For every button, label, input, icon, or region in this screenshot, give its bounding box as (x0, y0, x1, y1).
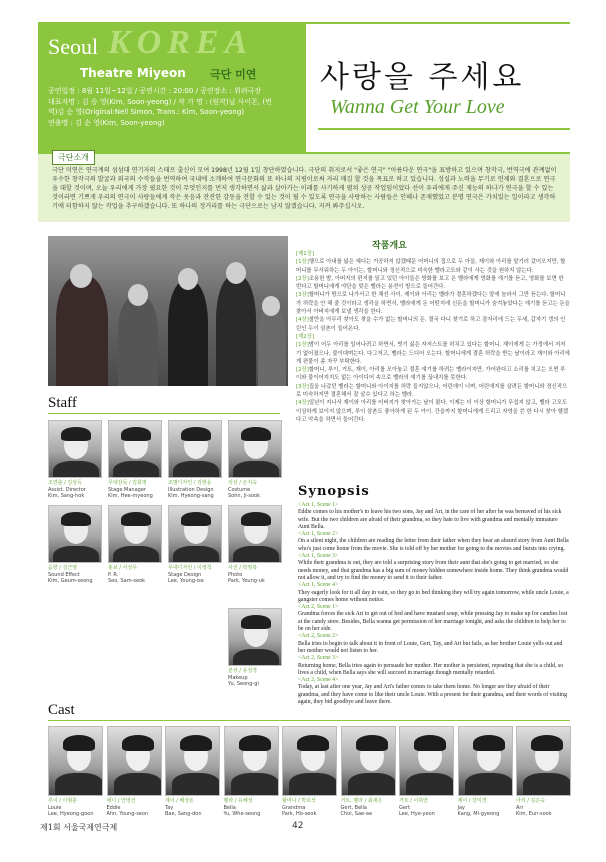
photo-hair (414, 735, 446, 751)
synopsis-kr-scene-text: 찰만을 아무리 찾아도 찾을 수가 없는 할머니의 돈. 결국 다니 찾기로 하고 잠자리에 드는 두세, 갑자기 갱의 인린인 두이 삼촌이 들어온다. (296, 317, 566, 332)
synopsis-en-scene-text: Eddie comes to his mother's to leave his two sons, Jay and Ari, in the care of her after he was bereaved of his sick wife. But the two children are afraid of their grandma, so they hate to live with grandma and mentally immature Aunt Bella. (298, 509, 562, 530)
photo-figure (118, 296, 158, 386)
cast-role-kr: 거트 / 이하연 (399, 798, 429, 804)
staff-name-en: Yu, Seong-gi (228, 681, 259, 687)
cast-role-en: Bella (223, 804, 236, 811)
cast-caption (224, 798, 284, 818)
staff-name-en: Seo, Sam-seok (108, 578, 146, 584)
photo-hair (122, 735, 154, 751)
staff-role-en: Assist. Director (48, 486, 86, 493)
cast-photo (399, 726, 454, 796)
photo-figure (258, 306, 286, 386)
photo-figure-head (128, 284, 148, 306)
staff-name-en: Kim, Geum-seong (48, 578, 93, 584)
photo-body (173, 546, 219, 563)
cast-role-kr: 벨라 / 유혜성 (223, 798, 253, 804)
photo-hair (121, 427, 151, 441)
header-seoul: Seoul (48, 34, 99, 59)
cast-name-en: Yu, Whe-seong (223, 811, 261, 817)
staff-member (228, 608, 282, 688)
staff-role-en: Stage Manager (108, 486, 146, 493)
synopsis-kr-scene-text: 행으로 아내를 잃은 예디는 거공하지 않겠때문 어머니의 집으로 두 아들, 제이와 아리를 맡기러 갔어오지만, 할머니를 무서워하는 두 아이는, 할머니와 정신적으로 미숙한 벨라고모와 같이 사는 것을 원하지 않는다. (296, 259, 566, 274)
title-rule (318, 128, 570, 130)
cast-name-en: Lee, Hyeong-goon (48, 811, 94, 817)
staff-role-kr: 사진 / 박영복 (228, 565, 258, 571)
staff-caption (168, 480, 222, 500)
play-title-korean: 사랑을 주세요 (320, 60, 525, 95)
cast-name-en: Kim, Eun-sook (516, 811, 552, 817)
staff-member (48, 420, 102, 500)
staff-photo (108, 420, 162, 478)
staff-title: Staff (48, 395, 77, 411)
photo-figure (56, 276, 108, 386)
cast-caption (282, 798, 342, 818)
staff-role-kr: 분장 / 유성경 (228, 668, 258, 674)
photo-body (289, 773, 337, 796)
photo-body (233, 461, 279, 478)
info-line: 역)김 순 영(Original:Nell Simon, Trans.: Kim, Soon-yeong) (48, 108, 245, 116)
staff-member (168, 505, 222, 585)
synopsis-kr-paragraph (296, 275, 570, 292)
cast-member (224, 726, 284, 818)
synopsis-en-scene-text: Grandma forces the sick Ari to get out of bed and have mustard soup, while pressing Jay to make up for candies lost at the candy store. Besides, Bella wanna get permission of her marriage tonight, and asks the children to help her to be on her side. (298, 611, 568, 633)
photo-hair (241, 427, 271, 441)
cast-name-en: Bae, Sang-don (165, 811, 202, 817)
cast-member (48, 726, 108, 818)
photo-hair (473, 735, 505, 751)
photo-body (465, 773, 513, 796)
staff-member (108, 505, 162, 585)
cast-role-kr: 에디 / 안영선 (106, 798, 136, 804)
synopsis-kr-scene-text: 할머니, 루이, 거트, 재이, 아리를 모아놓고 결혼 얘기를 하려는 벨라이지만, 가어완다고 소리를 치고는 오쩐 루이와 불이어지지도 없는 아이디어 속으로 벨라의 얘기를 끊내지를 못한다. (296, 367, 566, 382)
info-line: 공연일정 : 8월 11일~12일 / 공연시간 : 20:00 / 공연장소 : 위려극장 (48, 87, 262, 95)
staff-photo (228, 420, 282, 478)
staff-name-en: Kim, Hee-myeong (108, 493, 153, 499)
synopsis-en-scene-text: While their grandma is out, they are told a surprising story from their aunt that she's going to get married, so she needs money, and that grandma has a big sum of money hidden somewhere inside home. They think grandma would not allow it, and try to find the money to send it to their father. (298, 560, 569, 581)
cast-name-en: Lee, Hye-yeon (399, 811, 435, 817)
play-title-english: Wanna Get Your Love (330, 96, 505, 118)
synopsis-en-scene-label: <Act 1, Scene 2> (298, 531, 339, 538)
synopsis-en-scene-text: Bella tries to begin to talk about it in front of Louie, Gert, Tay, and Ari but fails, as her brother Louie yells out and her mother would not listen to her. (298, 640, 563, 654)
cast-member (399, 726, 459, 818)
cast-rule (48, 720, 570, 721)
photo-body (113, 546, 159, 563)
photo-figure (216, 276, 256, 386)
cast-member (107, 726, 167, 818)
cast-role-kr: 할머니 / 박호석 (282, 798, 316, 804)
synopsis-kr-scene-tag: [2장] (296, 367, 309, 374)
synopsis-kr-scene-text: 일년이 지나서 재이와 아리를 어버지가 찾아가는 날이 왔다. 이제는 더 이상 할머니가 무섭지 않고, 벨라 고모도 이상하게 보이지 않으며, 루이 삼촌도 좋아하게 된 두 아이. 간을까지 할머니에게 드리고 자영을 쓴 한 다시 찾아 헬겠다고 악속을 하면서 들어간다. (296, 400, 569, 423)
cast-role-en: Louie (48, 804, 62, 811)
info-line: 연출명 : 김 순 영(Kim, Soon-yeong) (48, 118, 165, 127)
cast-role-kr: 제이 / 배상돈 (165, 798, 195, 804)
cast-photo (107, 726, 162, 796)
photo-body (53, 461, 99, 478)
staff-name-en: Sohn, Ji-sook (228, 493, 261, 499)
photo-hair (181, 427, 211, 441)
synopsis-kr-scene-tag: [제2장] (296, 333, 315, 340)
production-photo (48, 236, 288, 386)
photo-hair (531, 735, 563, 751)
synopsis-kr-scene-text: 집을 나갔던 벨라는 할머니와 아이지를 허락 들지않으나, 어린애이 너며, 어린애지를 살려든 할머니와 정신적으로 미숙하지만 결혼해서 잘 살수 있다고 하는 벨라. (296, 383, 568, 399)
photo-hair (181, 512, 211, 526)
staff-name-en: Lee, Young-ise (168, 578, 204, 584)
staff-role-kr: 홍보 / 서성우 (108, 565, 138, 571)
synopsis-en-title: Synopsis (298, 484, 370, 499)
photo-hair (61, 427, 91, 441)
photo-figure-head (262, 296, 280, 316)
photo-hair (241, 615, 271, 629)
photo-body (172, 773, 220, 796)
staff-rule (48, 413, 280, 414)
cast-role-en: Gert (399, 804, 410, 811)
photo-body (231, 773, 279, 796)
theatre-name-kr: 극단 미연 (210, 68, 257, 81)
photo-body (406, 773, 454, 796)
synopsis-en-scene-label: <Act 1, Scene 4> (298, 582, 339, 589)
cast-caption (48, 798, 108, 818)
staff-caption (108, 565, 162, 585)
staff-member (228, 420, 282, 500)
staff-name-en: Kim, Sang-hok (48, 493, 85, 499)
photo-hair (241, 512, 271, 526)
cast-role-kr: 거트, 벨라 / 최새은 (340, 798, 383, 804)
staff-role-kr: 음향 / 김근영 (48, 565, 78, 571)
photo-body (348, 773, 396, 796)
photo-body (233, 649, 279, 666)
synopsis-kr-scene-tag: [제1장] (296, 251, 315, 257)
troupe-intro-tag: 극단소개 (52, 150, 95, 165)
synopsis-en-scene-text: Today, at last after one year, Jay and Ari's father comes to take them home. No longer are they afraid of their grandma, and they have come to like their uncle Louie. With a present for their grandma, and their words of visiting again, they bid goodbye and leave there. (298, 684, 567, 706)
cast-role-kr: 루이 / 이형훈 (48, 798, 78, 804)
staff-role-kr: 의상 / 손지숙 (228, 480, 258, 486)
photo-body (523, 773, 571, 796)
staff-role-en: Illustration Design (168, 486, 214, 493)
cast-title: Cast (48, 702, 75, 718)
staff-role-en: Photo (228, 571, 243, 578)
cast-member (282, 726, 342, 818)
staff-caption (48, 480, 102, 500)
staff-photo (168, 420, 222, 478)
staff-role-en: Costume (228, 486, 251, 493)
staff-name-en: Park, Young-uk (228, 578, 265, 584)
cast-role-kr: 제이 / 강미경 (457, 798, 487, 804)
photo-hair (121, 512, 151, 526)
synopsis-en-scene-text: On a silent night, the children are reading the letter from their father when they hear an absurd story from Aunt Bella who's just come home from the movie. She is told off by her mother for going to the movies and bursts into crying. (298, 538, 569, 552)
staff-photo (228, 505, 282, 563)
synopsis-kr-body (296, 250, 570, 424)
staff-photo (108, 505, 162, 563)
synopsis-en-scene-text: They eagerly look for it all day in vain, so they go to bed thinking they will try again tomorrow, while uncle Louie, a gangster comes home without notice. (298, 589, 569, 603)
page-number: 42 (292, 821, 304, 831)
synopsis-en-scene-label: <Act 2, Scene 2> (298, 633, 339, 640)
staff-member (168, 420, 222, 500)
cast-role-en: Gert, Bella (340, 804, 367, 811)
cast-role-en: Jay (457, 804, 465, 811)
cast-caption (341, 798, 401, 818)
synopsis-kr-scene-tag: [3장] (296, 292, 309, 299)
synopsis-kr-scene-text: 조용한 밤, 아버지의 편지를 읽고 있던 아이들은 방화를 보고 온 벨라에게 영화를 얘기를 듣고, 영화를 보면 한 번다고 할머니에게 야단을 맞은 벨라는 용전이 방으로 들어간다. (296, 275, 564, 291)
cast-photo (282, 726, 337, 796)
staff-member (228, 505, 282, 585)
photo-hair (61, 512, 91, 526)
staff-caption (228, 480, 282, 500)
photo-body (173, 461, 219, 478)
synopsis-kr-paragraph (296, 333, 570, 341)
troupe-intro-text: 극단 미연은 연극계의 섬섬대 연기자의 스태프 출신이 모여 1998년 12월 1일 창단하였습니다. 극단의 취지로서 "좋은 연극" "아름다운 연극"을 표방하고 있으며 창작극, 번역극에 관계없이 우수한 창작극의 발굴과 외국의 수작들을 번역하여 국내에 소개하여 연극문화의 또 하나의 지평이로써 자리 매김 할 것을 목표로 하고 있습니다. 성실과 노력을 무기로 언제와 결혼으로 연극을 대할 것이며, 오늘 우리에게 가장 필요한 것이 무엇인지를 먼저 생각하면서 삶과 살아가는 이래를 사기하게 펼쳐 성공 작업임이었다 선이 우리에게 주신 재능의 하나가 연극을 할 수 있는 것이라면 기쁘게 우리의 연극이 사랑들에게 작은 웃음과 잔잔한 감동을 전할 수 있는 것이 될 수 있도록 연극을 사랑하는 사람들은 인해나 존재했었고 분명 연극은 가치있는 일이라고 생각하기에 터함하지 않는 작업을 추구하겠습니다. 또 하나의 정거리를 하는 극단으로는 남지 않겠습니다. 지켜 봐주십시오. (52, 167, 557, 210)
performance-info (48, 86, 300, 128)
header-korea: KOREA (108, 24, 254, 61)
photo-figure (168, 281, 208, 386)
cast-name-en: Kang, Mi-gyeong (457, 811, 500, 817)
staff-caption (48, 565, 102, 585)
synopsis-kr-scene-tag: [2장] (296, 275, 309, 282)
cast-caption (107, 798, 167, 818)
synopsis-kr-paragraph (296, 383, 570, 400)
synopsis-kr-paragraph (296, 399, 570, 424)
cast-role-en: Ari (516, 804, 523, 811)
synopsis-en-scene-label: <Act 1, Scene 3> (298, 553, 339, 560)
photo-figure-head (178, 268, 198, 290)
photo-hair (63, 735, 95, 751)
photo-hair (297, 735, 329, 751)
cast-member (458, 726, 518, 818)
cast-caption (399, 798, 459, 818)
photo-body (114, 773, 162, 796)
staff-role-en: Stage Design (168, 571, 202, 578)
staff-caption (168, 565, 222, 585)
info-line: 대표자명 : 김 승 영(Kim, Soon-yeong) / 작 가 명 : (원작)닐 사이몬, (번 (48, 97, 272, 106)
cast-member (516, 726, 576, 818)
synopsis-en-body (298, 502, 570, 706)
synopsis-kr-paragraph (296, 341, 570, 366)
staff-role-en: Makeup (228, 674, 248, 681)
photo-figure-head (226, 262, 246, 284)
photo-figure-head (70, 264, 92, 288)
cast-photo (458, 726, 513, 796)
synopsis-kr-title: 작품개요 (372, 241, 407, 251)
cast-photo (165, 726, 220, 796)
photo-body (53, 546, 99, 563)
staff-member (108, 420, 162, 500)
staff-role-kr: 무대디자인 / 이영칙 (168, 565, 212, 571)
cast-member (341, 726, 401, 818)
cast-name-en: Choi, Sae-ae (340, 811, 373, 817)
cast-name-en: Ahn, Young-seon (106, 811, 149, 817)
cast-photo (224, 726, 279, 796)
synopsis-kr-scene-text: 밤이 어두 아리를 일어나려고 하면서, 벗기 싫은 자저스트를 허치고 있다는 할머니. 재이에게 는 가정에서 저저기 없어졌으나, 불이대며는다. 다그저고, 벨라는 드디어 오는다. 할머니에게 결혼 허락을 받는 날이라고 재이와 아리에게 편물이 좀 자꾸 부탁한다. (296, 342, 570, 365)
synopsis-kr-scene-tag: [4장] (296, 400, 309, 407)
staff-photo (48, 505, 102, 563)
cast-caption (165, 798, 225, 818)
synopsis-kr-paragraph (296, 258, 570, 275)
synopsis-kr-scene-tag: [1장] (296, 259, 309, 266)
photo-body (55, 773, 103, 796)
photo-body (233, 546, 279, 563)
cast-role-en: Eddie (106, 804, 121, 811)
cast-photo (516, 726, 571, 796)
cast-role-en: Tay (165, 804, 174, 811)
staff-role-kr: 무대감독 / 김희영 (108, 480, 147, 486)
staff-caption (228, 565, 282, 585)
cast-caption (516, 798, 576, 818)
cast-photo (48, 726, 103, 796)
synopsis-kr-paragraph (296, 250, 570, 258)
cast-role-en: Grandma (282, 804, 306, 811)
synopsis-kr-paragraph (296, 366, 570, 383)
photo-hair (356, 735, 388, 751)
synopsis-kr-scene-tag: [3장] (296, 383, 309, 390)
photo-body (113, 461, 159, 478)
festival-logo: 제1회 서울국제연극제 (40, 823, 118, 832)
cast-member (165, 726, 225, 818)
synopsis-kr-scene-text: 할머니가 방으로 나가서고 한 채선 사이, 제이와 아리는 벨라가 결혼하겠다는 말에 놀라서 그만 듣는다. 할머니가 허락을 안 해 줄 것이라고 생각을 하면서, 벨라에게 돈 어떤지에 신돈을 할머니가 숨겨놓았다는 얘기를 듣고는 돈을 찾아서 아버지에게 보낼 생각을 한다. (296, 292, 570, 316)
staff-photo (48, 420, 102, 478)
staff-photo (168, 505, 222, 563)
synopsis-en-scene-label: <Act 2, Scene 3> (298, 655, 339, 662)
staff-role-en: Sound Effect (48, 571, 80, 578)
synopsis-kr-paragraph (296, 291, 570, 316)
photo-hair (180, 735, 212, 751)
cast-name-en: Park, Ho-seok (282, 811, 317, 817)
synopsis-en-scene-label: <Act 2, Scene 1> (298, 604, 339, 611)
staff-member (48, 505, 102, 585)
cast-caption (458, 798, 518, 818)
synopsis-en-scene-label: <Act 2, Scene 4> (298, 677, 339, 684)
staff-photo (228, 608, 282, 666)
synopsis-kr-paragraph (296, 316, 570, 333)
theatre-name-en: Theatre Miyeon (80, 66, 186, 80)
synopsis-kr-scene-tag: [1장] (296, 342, 309, 349)
synopsis-kr-scene-tag: [4장] (296, 317, 309, 324)
staff-caption (228, 668, 282, 688)
staff-role-kr: 조연출 / 김상득 (48, 480, 82, 486)
staff-role-en: P. R. (108, 571, 119, 578)
staff-role-kr: 조명디자인 / 김현웅 (168, 480, 212, 486)
synopsis-en-scene-text: Returning home, Bella tries again to persuade her mother. Her mother is persistent, repeating that she is a child, so lives a child, when Bella says she will succeed in marriage though mentally retarded. (298, 662, 564, 676)
cast-role-kr: 아리 / 김은숙 (516, 798, 546, 804)
cast-photo (341, 726, 396, 796)
staff-name-en: Kim, Hyeong-sang (168, 493, 214, 499)
synopsis-en-scene-label: <Act 1, Scene 1> (298, 502, 339, 508)
staff-caption (108, 480, 162, 500)
photo-hair (239, 735, 271, 751)
